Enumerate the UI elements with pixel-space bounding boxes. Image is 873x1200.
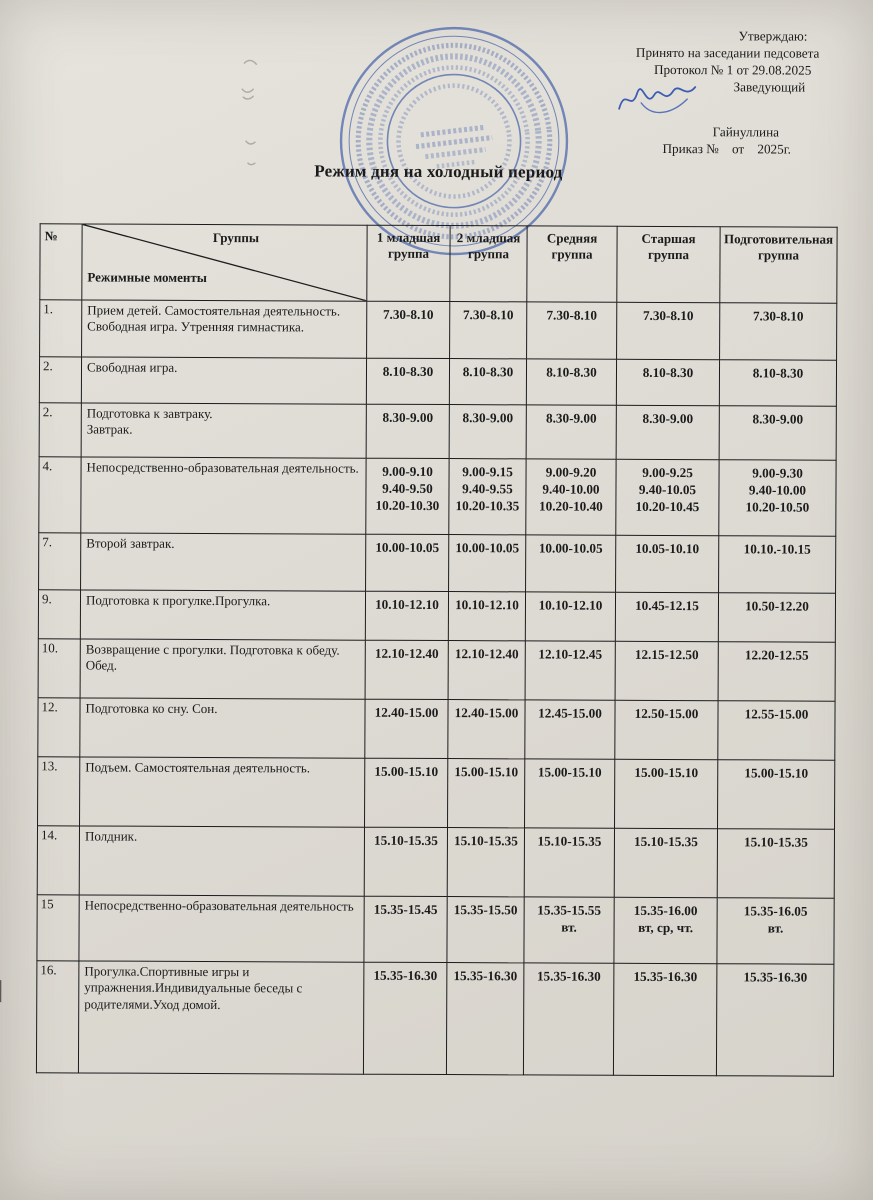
approval-line: Утверждаю: — [738, 28, 808, 44]
time-cell: 15.35-16.00 вт, ср, чт. — [614, 897, 717, 963]
time-cell: 7.30-8.10 — [450, 302, 527, 359]
time-cell: 15.35-15.50 — [447, 897, 524, 963]
time-cell: 12.20-12.55 — [718, 642, 835, 702]
time-cell: 12.55-15.00 — [718, 701, 835, 761]
row-number: 2. — [39, 357, 81, 403]
row-number: 10. — [38, 639, 80, 698]
time-cell: 8.10-8.30 — [449, 359, 526, 405]
row-number: 1. — [40, 300, 82, 357]
table-row — [36, 961, 833, 1076]
activity-label: Подготовка ко сну. Сон. — [80, 698, 365, 758]
page-title: Режим дня на холодный период — [314, 161, 563, 182]
time-cell: 8.10-8.30 — [366, 358, 449, 404]
time-cell: 8.30-9.00 — [366, 404, 449, 458]
activity-label: Полдник. — [79, 826, 364, 896]
time-cell: 9.00-9.20 9.40-10.00 10.20-10.40 — [526, 459, 616, 535]
activity-label: Подъем. Самостоятельная деятельность. — [80, 757, 365, 827]
activity-label: Второй завтрак. — [81, 533, 366, 591]
time-cell: 15.00-15.10 — [448, 759, 525, 828]
time-cell: 15.00-15.10 — [525, 759, 615, 828]
time-cell: 15.35-16.30 — [716, 964, 833, 1077]
time-cell: 8.30-9.00 — [719, 406, 836, 461]
row-number: 12. — [38, 698, 80, 757]
group-column-header: Подготовительная группа — [720, 227, 837, 304]
time-cell: 12.10-12.40 — [448, 641, 525, 700]
activity-label: Свободная игра. — [81, 357, 366, 404]
row-number: 2. — [39, 403, 81, 457]
scan-edge-artifact — [0, 980, 1, 1002]
time-cell: 7.30-8.10 — [367, 301, 450, 358]
time-cell: 10.50-12.20 — [718, 593, 835, 643]
table-row — [39, 357, 836, 406]
time-cell: 10.05-10.10 — [616, 535, 719, 592]
schedule-table-body — [36, 300, 836, 1076]
table-row — [38, 590, 835, 642]
table-row — [39, 533, 836, 593]
time-cell: 12.10-12.45 — [525, 641, 615, 700]
row-number: 14. — [37, 826, 79, 895]
row-number: 4. — [39, 457, 81, 533]
table-row — [38, 639, 835, 701]
time-cell: 8.30-9.00 — [449, 405, 526, 459]
time-cell: 7.30-8.10 — [617, 302, 720, 359]
time-cell: 15.10-15.35 — [364, 827, 447, 896]
group-column-header: 1 младшая группа — [367, 225, 450, 301]
table-row — [38, 757, 835, 829]
schedule-table-wrap — [36, 223, 837, 1076]
time-cell: 8.10-8.30 — [616, 359, 719, 405]
time-cell: 8.10-8.30 — [526, 359, 616, 405]
time-cell: 9.00-9.15 9.40-9.55 10.20-10.35 — [449, 459, 526, 535]
row-number: 15 — [37, 895, 79, 961]
time-cell: 15.35-16.30 — [363, 962, 446, 1074]
time-cell: 12.15-12.50 — [615, 641, 718, 700]
schedule-table — [36, 223, 838, 1076]
table-row — [39, 403, 836, 460]
table-row — [37, 895, 834, 964]
time-cell: 15.35-16.30 — [523, 963, 613, 1075]
time-cell: 10.00-10.05 — [526, 535, 616, 592]
activity-label: Непосредственно-образовательная деятельность — [79, 895, 364, 962]
row-number: 16. — [36, 961, 78, 1073]
time-cell: 8.30-9.00 — [526, 405, 616, 459]
order-line: Приказ № от 2025г. — [662, 140, 792, 157]
group-column-header: 2 младшая группа — [450, 226, 527, 302]
time-cell: 9.00-9.10 9.40-9.50 10.20-10.30 — [366, 458, 449, 534]
time-cell: 10.00-10.05 — [449, 535, 526, 592]
time-cell: 15.10-15.35 — [614, 828, 717, 897]
head-name: Гайнуллина — [712, 124, 780, 140]
signature-icon — [615, 75, 705, 123]
activity-label: Непосредственно-образовательная деятельность. — [81, 457, 366, 534]
corner-header-cell — [82, 224, 367, 301]
time-cell: 15.35-16.05 вт. — [717, 898, 834, 965]
number-column-header: № — [40, 224, 82, 300]
corner-label-groups: Группы — [212, 230, 260, 246]
time-cell: 12.50-15.00 — [615, 700, 718, 759]
time-cell: 15.10-15.35 — [524, 828, 614, 897]
time-cell: 12.10-12.40 — [365, 640, 448, 699]
time-cell: 15.35-16.30 — [446, 963, 523, 1075]
pencil-marks-icon — [228, 55, 269, 175]
time-cell: 7.30-8.10 — [527, 302, 617, 359]
time-cell: 10.10-12.10 — [525, 592, 615, 641]
time-cell: 9.00-9.30 9.40-10.00 10.20-10.50 — [719, 460, 836, 537]
time-cell: 10.00-10.05 — [366, 534, 449, 591]
time-cell: 12.40-15.00 — [365, 699, 448, 758]
activity-label: Подготовка к завтраку. Завтрак. — [81, 403, 366, 458]
approval-line: Протокол № 1 от 29.08.2025 — [653, 61, 812, 78]
approval-line: Заведующий — [733, 79, 806, 95]
time-cell: 15.00-15.10 — [615, 759, 718, 828]
time-cell: 9.00-9.25 9.40-10.05 10.20-10.45 — [616, 459, 719, 535]
time-cell: 15.10-15.35 — [447, 828, 524, 897]
time-cell: 12.40-15.00 — [448, 700, 525, 759]
time-cell: 10.10-12.10 — [448, 592, 525, 641]
activity-label: Возвращение с прогулки. Подготовка к обеду. Обед. — [80, 639, 365, 699]
time-cell: 15.10-15.35 — [717, 829, 834, 899]
row-number: 9. — [38, 590, 80, 639]
time-cell: 15.00-15.10 — [718, 760, 835, 830]
table-header-row — [40, 224, 837, 303]
table-row — [40, 300, 837, 360]
time-cell: 8.10-8.30 — [719, 360, 836, 407]
time-cell: 7.30-8.10 — [720, 303, 837, 361]
approval-line: Принято на заседании педсовета — [635, 44, 820, 61]
time-cell: 15.35-16.30 — [613, 963, 716, 1075]
row-number: 13. — [38, 757, 80, 826]
group-column-header: Средняя группа — [527, 226, 617, 302]
table-row — [37, 826, 834, 898]
table-row — [38, 698, 835, 760]
activity-label: Подготовка к прогулке.Прогулка. — [80, 590, 365, 640]
activity-label: Прогулка.Спортивные игры и упражнения.Индивидуальные беседы с родителями.Уход домой. — [78, 961, 363, 1074]
corner-label-regime: Режимные моменты — [87, 269, 208, 285]
time-cell: 10.10.-10.15 — [719, 536, 836, 594]
time-cell: 12.45-15.00 — [525, 700, 615, 759]
time-cell: 15.35-15.45 — [364, 896, 447, 962]
time-cell: 15.35-15.55 вт. — [524, 897, 614, 963]
time-cell: 10.10-12.10 — [365, 591, 448, 640]
time-cell: 15.00-15.10 — [365, 758, 448, 827]
time-cell: 10.45-12.15 — [615, 592, 718, 641]
group-column-header: Старшая группа — [617, 226, 720, 302]
time-cell: 8.30-9.00 — [616, 405, 719, 459]
activity-label: Прием детей. Самостоятельная деятельность. Свободная игра. Утренняя гимнастика. — [82, 300, 367, 358]
row-number: 7. — [39, 533, 81, 590]
table-row — [39, 457, 836, 536]
